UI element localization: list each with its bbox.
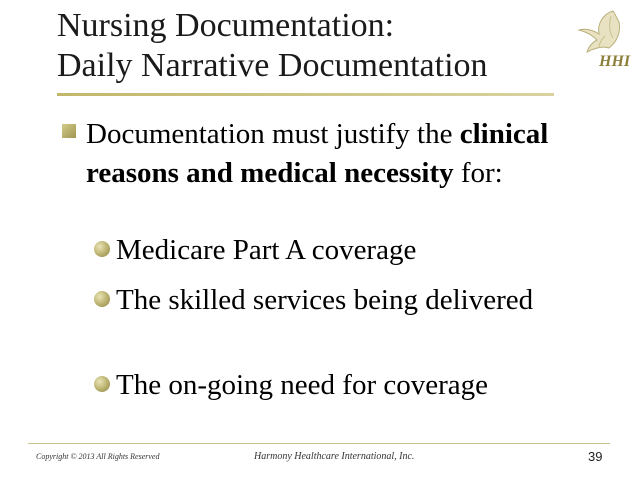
square-bullet-icon xyxy=(62,124,76,138)
slide-title xyxy=(57,6,577,86)
sub-bullet-3: The on-going need for coverage xyxy=(116,369,489,401)
page-number: 39 xyxy=(588,449,603,464)
round-bullet-icon xyxy=(94,291,110,307)
main-bullet-text-after: for: xyxy=(453,157,503,189)
title-line-1: Nursing Documentation: xyxy=(57,7,395,44)
round-bullet-icon xyxy=(94,241,110,257)
sub-bullet-1: Medicare Part A coverage xyxy=(116,234,417,266)
title-underline xyxy=(57,93,554,96)
footer-company: Harmony Healthcare International, Inc. xyxy=(254,451,415,462)
main-bullet-bold: clinical reasons and medical necessity xyxy=(86,118,549,189)
hhi-logo xyxy=(575,6,635,74)
title-line-2: Daily Narrative Documentation xyxy=(57,47,488,84)
dove-logo-icon xyxy=(575,6,635,74)
main-bullet-text-before: Documentation must justify the xyxy=(86,118,460,150)
sub-bullet-2: The skilled services being delivered xyxy=(116,284,534,316)
main-bullet-text xyxy=(86,115,566,193)
round-bullet-icon xyxy=(94,376,110,392)
footer-divider xyxy=(28,443,610,444)
logo-text: HHI xyxy=(599,53,631,70)
footer-copyright: Copyright © 2013 All Rights Reserved xyxy=(36,452,160,461)
